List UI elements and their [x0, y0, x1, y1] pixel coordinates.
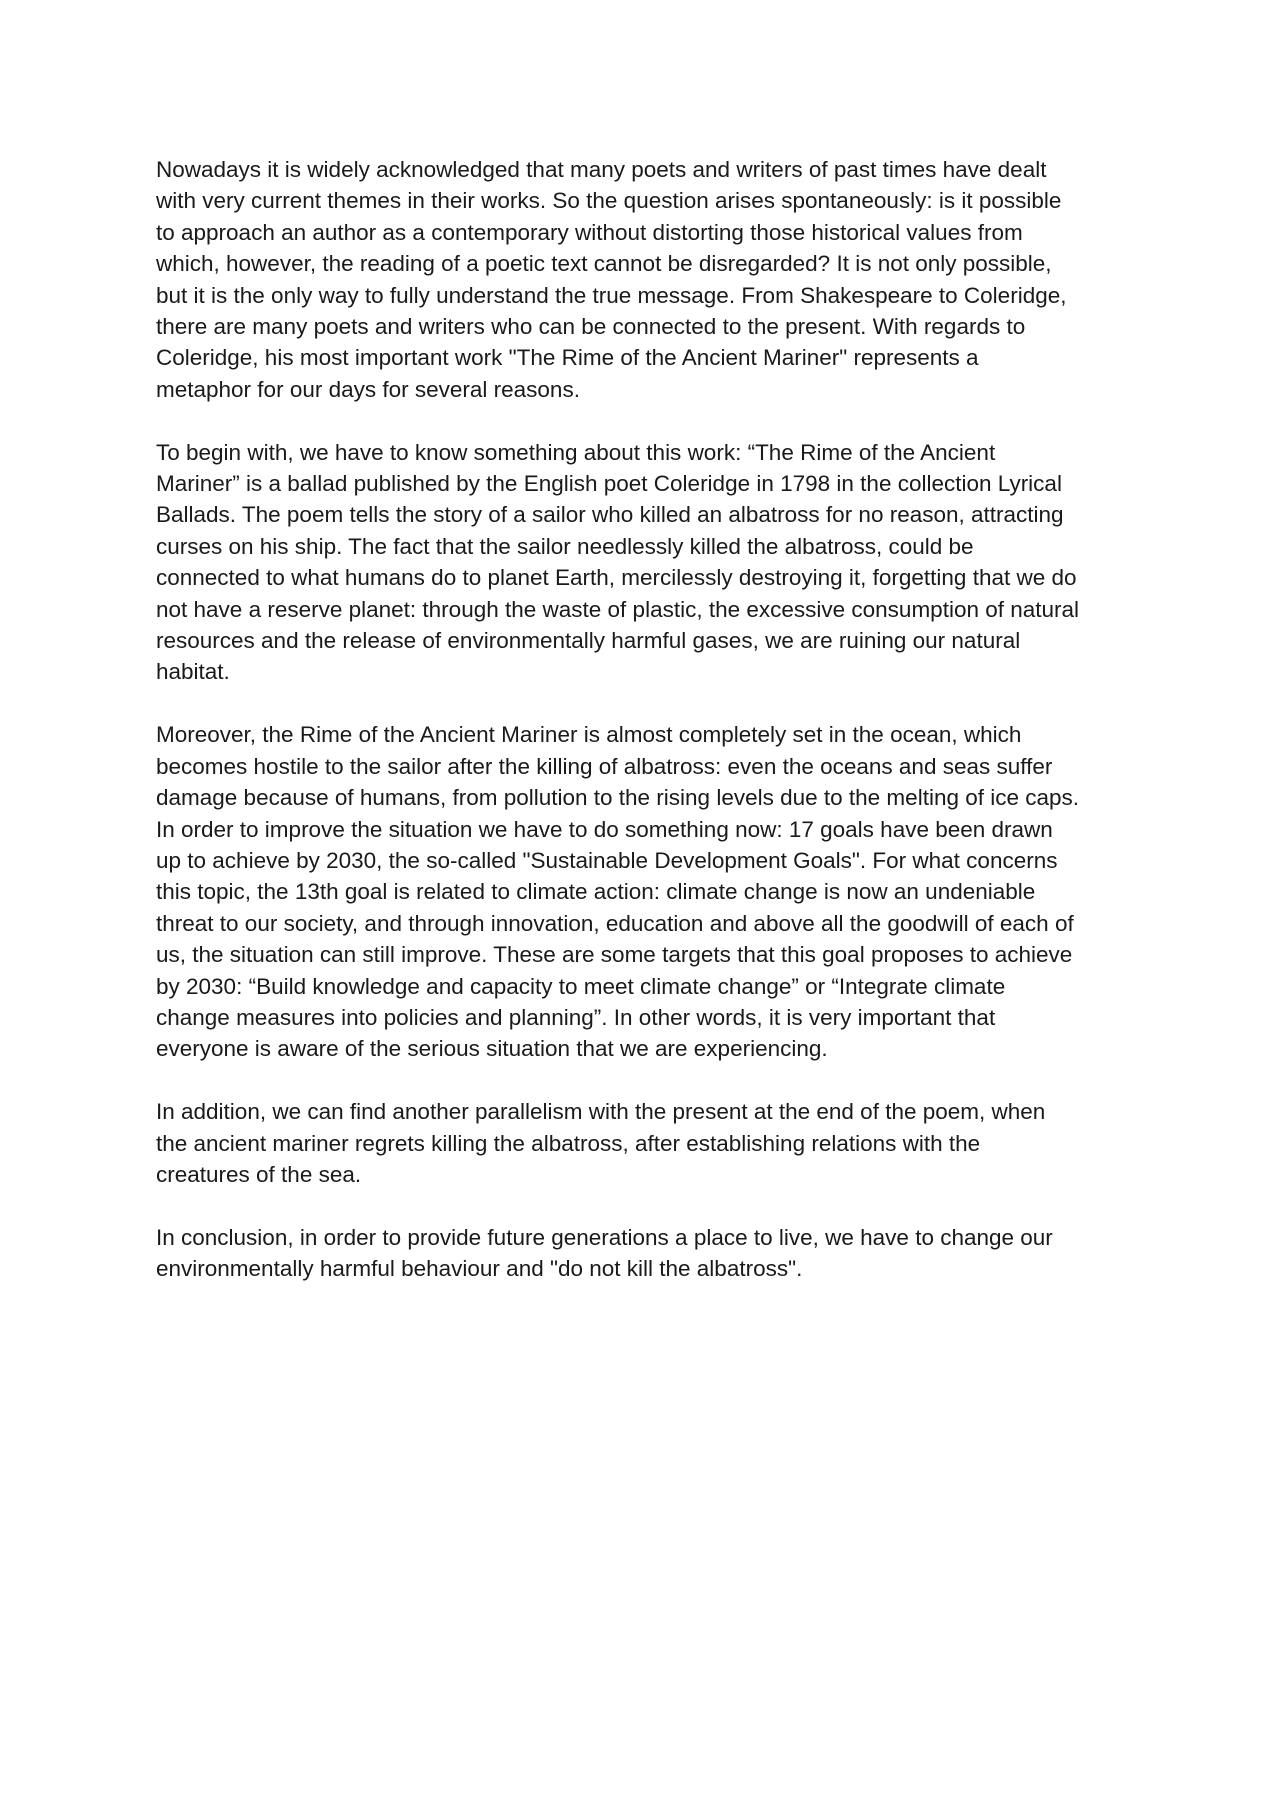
text-line: Ballads. The poem tells the story of a sailor who killed an albatross for no reason, attracting	[156, 502, 1064, 528]
document-body	[156, 154, 1141, 1285]
text-line: curses on his ship. The fact that the sailor needlessly killed the albatross, could be	[156, 533, 974, 559]
text-line: the ancient mariner regrets killing the albatross, after establishing relations with the	[156, 1130, 981, 1156]
text-line: In conclusion, in order to provide future generations a place to live, we have to change our	[156, 1224, 1053, 1250]
text-line: becomes hostile to the sailor after the killing of albatross: even the oceans and seas suffer	[156, 753, 1053, 779]
paragraph-spacer	[156, 405, 1141, 436]
text-line: everyone is aware of the serious situation that we are experiencing.	[156, 1036, 828, 1062]
text-line: To begin with, we have to know something about this work: “The Rime of the Ancient	[156, 439, 996, 465]
text-line: not have a reserve planet: through the waste of plastic, the excessive consumption of natural	[156, 596, 1080, 622]
text-line: damage because of humans, from pollution to the rising levels due to the melting of ice caps.	[156, 785, 1080, 811]
text-line: Mariner” is a ballad published by the English poet Coleridge in 1798 in the collection Lyrical	[156, 471, 1062, 497]
text-line: Moreover, the Rime of the Ancient Mariner is almost completely set in the ocean, which	[156, 722, 1022, 748]
paragraph-background	[156, 437, 1141, 688]
text-line: by 2030: “Build knowledge and capacity to meet climate change” or “Integrate climate	[156, 973, 1006, 999]
text-line: but it is the only way to fully understand the true message. From Shakespeare to Coleridge,	[156, 282, 1067, 308]
text-line: habitat.	[156, 659, 230, 685]
paragraph-spacer	[156, 1190, 1141, 1221]
text-line: metaphor for our days for several reasons.	[156, 376, 580, 402]
text-line: Coleridge, his most important work "The Rime of the Ancient Mariner" represents a	[156, 345, 979, 371]
text-line: In addition, we can find another parallelism with the present at the end of the poem, when	[156, 1099, 1046, 1125]
paragraph-spacer	[156, 688, 1141, 719]
text-line: us, the situation can still improve. These are some targets that this goal proposes to achieve	[156, 942, 1073, 968]
text-line: In order to improve the situation we have to do something now: 17 goals have been drawn	[156, 816, 1053, 842]
paragraph-conclusion	[156, 1222, 1141, 1285]
text-line: creatures of the sea.	[156, 1161, 362, 1187]
paragraph-spacer	[156, 1065, 1141, 1096]
paragraph-parallelism	[156, 1096, 1141, 1190]
text-line: which, however, the reading of a poetic text cannot be disregarded? It is not only possible,	[156, 251, 1052, 277]
text-line: there are many poets and writers who can be connected to the present. With regards to	[156, 314, 1026, 340]
text-line: to approach an author as a contemporary without distorting those historical values from	[156, 219, 1023, 245]
paragraph-ocean	[156, 719, 1141, 1064]
text-line: this topic, the 13th goal is related to climate action: climate change is now an undeniable	[156, 879, 1036, 905]
text-line: threat to our society, and through innovation, education and above all the goodwill of each of	[156, 910, 1074, 936]
text-line: environmentally harmful behaviour and "do not kill the albatross".	[156, 1256, 803, 1282]
text-line: connected to what humans do to planet Earth, mercilessly destroying it, forgetting that we do	[156, 565, 1077, 591]
text-line: with very current themes in their works. So the question arises spontaneously: is it possible	[156, 188, 1062, 214]
text-line: resources and the release of environmentally harmful gases, we are ruining our natural	[156, 628, 1021, 654]
paragraph-intro	[156, 154, 1141, 405]
text-line: change measures into policies and planning”. In other words, it is very important that	[156, 1004, 996, 1030]
text-line: up to achieve by 2030, the so-called "Sustainable Development Goals". For what concerns	[156, 847, 1058, 873]
text-line: Nowadays it is widely acknowledged that many poets and writers of past times have dealt	[156, 157, 1047, 182]
